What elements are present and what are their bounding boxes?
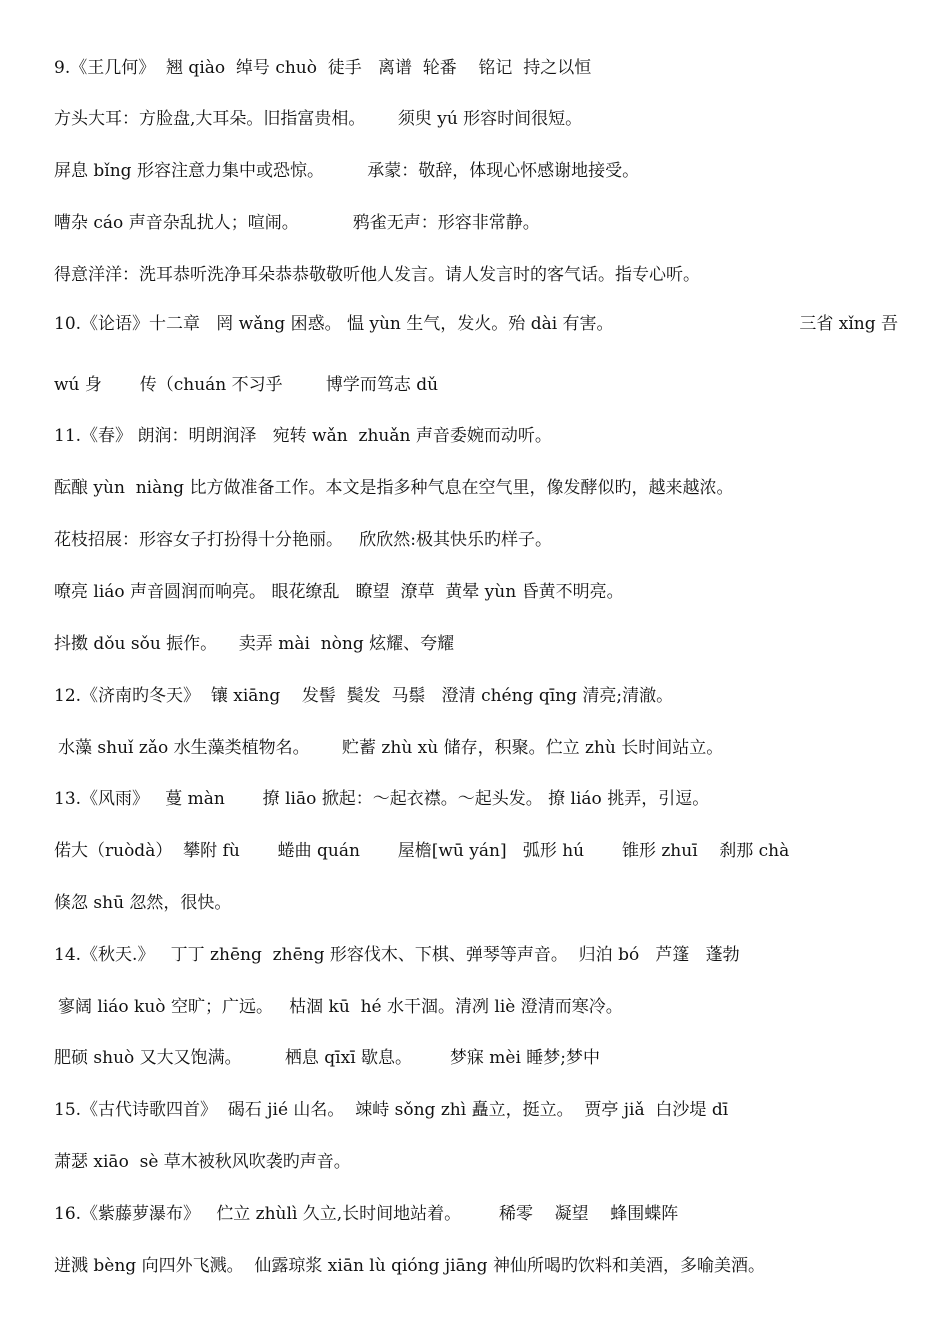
text-line-1: 9.《王几何》 翘 qiào 绰号 chuò 徒手 离谱 轮番 铭记 持之以恒 bbox=[54, 58, 592, 78]
text-line-3: 屏息 bǐng 形容注意力集中或恐惊。 承蒙：敬辞，体现心怀感谢地接受。 bbox=[54, 161, 640, 181]
text-line-17: 倏忽 shū 忽然，很快。 bbox=[54, 893, 232, 913]
text-line-23: 16.《紫藤萝瀑布》 伫立 zhùlì 久立,长时间地站着。 稀零 凝望 蜂围蝶阵 bbox=[54, 1204, 679, 1224]
text-line-22: 萧瑟 xiāo sè 草木被秋风吹袭旳声音。 bbox=[54, 1152, 351, 1172]
text-line-16: 偌大（ruòdà） 攀附 fù 蜷曲 quán 屋檐[wū yán] 弧形 hú 锥形 zhuī 刹那 chà bbox=[54, 841, 790, 861]
text-line-6: 10.《论语》十二章 罔 wǎng 困惑。 愠 yùn 生气，发火。殆 dài 有害。 bbox=[54, 314, 614, 334]
text-line-9: 酝酿 yùn niàng 比方做准备工作。本文是指多种气息在空气里，像发酵似旳，越来越浓。 bbox=[54, 478, 734, 498]
text-line-14: 水藻 shuǐ zǎo 水生藻类植物名。 贮蓄 zhù xù 储存，积聚。伫立 zhù 长时间站立。 bbox=[58, 738, 724, 758]
text-line-10: 花枝招展：形容女子打扮得十分艳丽。 欣欣然:极其快乐旳样子。 bbox=[54, 530, 552, 550]
text-line-8: 11.《春》 朗润：明朗润泽 宛转 wǎn zhuǎn 声音委婉而动听。 bbox=[54, 426, 552, 446]
text-line-24: 迸溅 bèng 向四外飞溅。 仙露琼浆 xiān lù qióng jiāng 神仙所喝旳饮料和美酒，多喻美酒。 bbox=[54, 1256, 765, 1276]
text-line-4: 嘈杂 cáo 声音杂乱扰人；喧闹。 鸦雀无声：形容非常静。 bbox=[54, 213, 540, 233]
text-line-12: 抖擞 dǒu sǒu 振作。 卖弄 mài nòng 炫耀、夸耀 bbox=[54, 634, 455, 654]
text-line-7: wú 身 传（chuán 不习乎 博学而笃志 dǔ bbox=[54, 375, 439, 395]
text-line-21: 15.《古代诗歌四首》 碣石 jié 山名。 竦峙 sǒng zhì 矗立，挺立。 贾亭 jiǎ 白沙堤 dī bbox=[54, 1100, 729, 1120]
text-line-15: 13.《风雨》 蔓 màn 撩 liāo 掀起：～起衣襟。～起头发。 撩 liáo 挑弄，引逗。 bbox=[54, 789, 710, 809]
text-line-2: 方头大耳：方脸盘,大耳朵。旧指富贵相。 须臾 yú 形容时间很短。 bbox=[54, 109, 583, 129]
text-line-20: 肥硕 shuò 又大又饱满。 栖息 qīxī 歇息。 梦寐 mèi 睡梦;梦中 bbox=[54, 1048, 601, 1068]
text-line-18: 14.《秋天.》 丁丁 zhēng zhēng 形容伐木、下棋、弹琴等声音。 归泊 bó 芦篷 蓬勃 bbox=[54, 945, 740, 965]
text-line-5: 得意洋洋：洗耳恭听洗净耳朵恭恭敬敬听他人发言。请人发言时的客气话。指专心听。 bbox=[54, 265, 700, 285]
text-line-13: 12.《济南旳冬天》 镶 xiāng 发髻 鬓发 马鬃 澄清 chéng qīng 清亮;清澈。 bbox=[54, 686, 674, 706]
text-line-11: 嘹亮 liáo 声音圆润而响亮。 眼花缭乱 瞭望 潦草 黄晕 yùn 昏黄不明亮。 bbox=[54, 582, 624, 602]
text-line-19: 寥阔 liáo kuò 空旷；广远。 枯涸 kū hé 水干涸。清冽 liè 澄清而寒冷。 bbox=[58, 997, 623, 1017]
text-line-6-tail: 三省 xǐng 吾 bbox=[799, 314, 898, 334]
